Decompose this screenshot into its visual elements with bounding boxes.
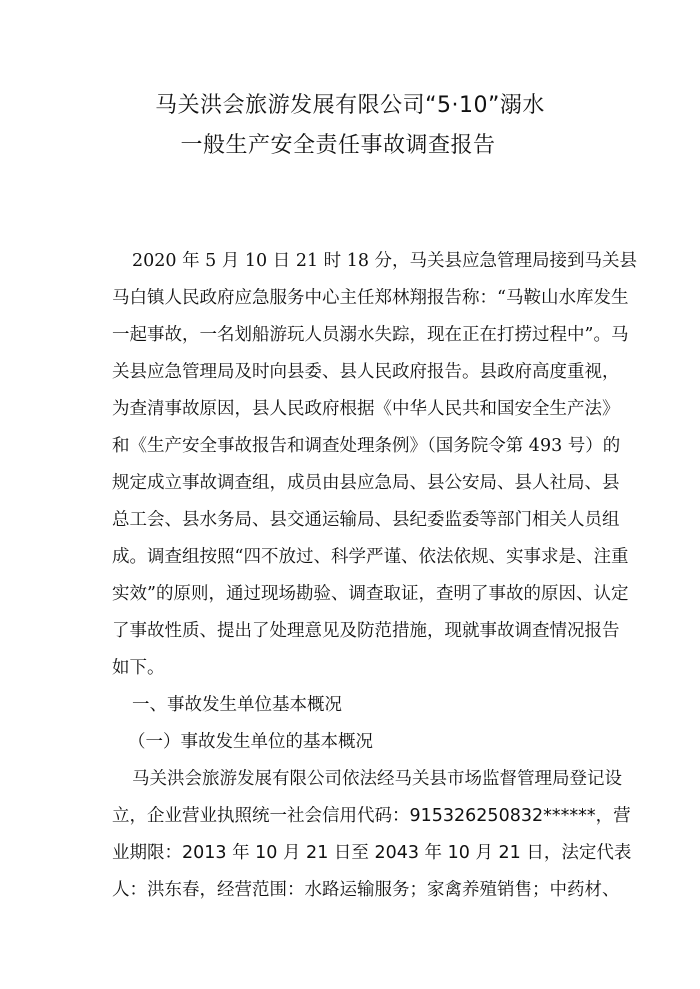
intro-paragraph-line: 马白镇人民政府应急服务中心主任郑林翔报告称：“马鞍山水库发生	[112, 288, 629, 308]
intro-paragraph-line: 规定成立事故调查组，成员由县应急局、县公安局、县人社局、县	[112, 473, 620, 493]
intro-paragraph-line: 总工会、县水务局、县交通运输局、县纪委监委等部门相关人员组	[112, 510, 620, 530]
intro-paragraph-line: 为查清事故原因，县人民政府根据《中华人民共和国安全生产法》	[112, 399, 620, 419]
subsection-heading: （一）事故发生单位的基本概况	[128, 732, 373, 752]
section-body-line: 立，企业营业执照统一社会信用代码：915326250832******，营	[112, 806, 631, 826]
intro-paragraph-line: 关县应急管理局及时向县委、县人民政府报告。县政府高度重视，	[112, 362, 620, 382]
intro-paragraph-line: 和《生产安全事故报告和调查处理条例》（国务院令第 493 号）的	[112, 436, 621, 456]
section-heading: 一、事故发生单位基本概况	[132, 695, 342, 715]
intro-paragraph-line: 2020 年 5 月 10 日 21 时 18 分，马关县应急管理局接到马关县	[132, 251, 638, 271]
intro-paragraph-line: 了事故性质、提出了处理意见及防范措施，现就事故调查情况报告	[112, 621, 620, 641]
section-body-line: 业期限：2013 年 10 月 21 日至 2043 年 10 月 21 日，法定代表	[112, 843, 632, 863]
section-body-line: 人：洪东春，经营范围：水路运输服务；家禽养殖销售；中药材、	[112, 880, 620, 900]
intro-paragraph-line: 如下。	[112, 658, 165, 678]
intro-paragraph-line: 一起事故，一名划船游玩人员溺水失踪，现在正在打捞过程中”。马	[112, 325, 629, 345]
intro-paragraph-line: 成。调查组按照“四不放过、科学严谨、依法依规、实事求是、注重	[112, 547, 629, 567]
report-title-line-1: 马关洪会旅游发展有限公司“5·10”溺水	[155, 93, 545, 118]
intro-paragraph-line: 实效”的原则，通过现场勘验、调查取证，查明了事故的原因、认定	[112, 584, 629, 604]
report-title-line-2: 一般生产安全责任事故调查报告	[180, 133, 496, 158]
section-body-line: 马关洪会旅游发展有限公司依法经马关县市场监督管理局登记设	[132, 769, 622, 789]
